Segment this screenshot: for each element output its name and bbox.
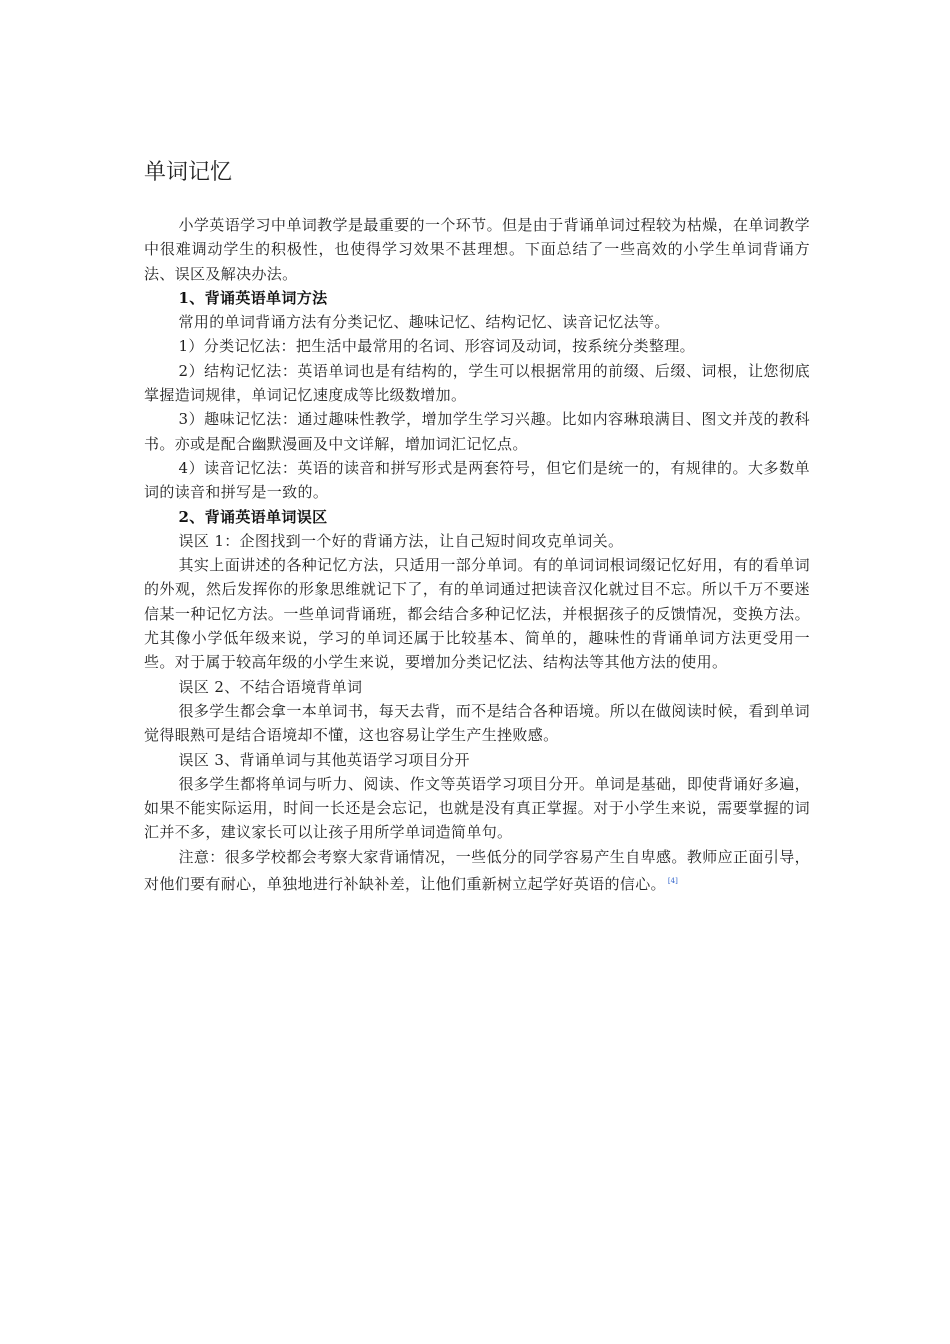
- body-paragraph: [144, 675, 810, 699]
- paragraph-text: 常用的单词背诵方法有分类记忆、趣味记忆、结构记忆、读音记忆法等。: [178, 313, 670, 332]
- body-paragraph: [144, 359, 810, 408]
- paragraph-text: 误区 1：企图找到一个好的背诵方法，让自己短时间攻克单词关。: [178, 531, 624, 550]
- paragraph-text: 误区 3、背诵单词与其他英语学习项目分开: [178, 750, 470, 769]
- document-body: [144, 213, 810, 896]
- body-paragraph: [144, 310, 810, 334]
- body-paragraph: [144, 845, 810, 897]
- body-paragraph: [144, 213, 810, 286]
- body-paragraph: [144, 334, 810, 358]
- body-paragraph: [144, 748, 810, 772]
- paragraph-text: 小学英语学习中单词教学是最重要的一个环节。但是由于背诵单词过程较为枯燥，在单词教学中很难调动学生的积极性，也使得学习效果不甚理想。下面总结了一些高效的小学生单词背诵方法、误区及解决办法。: [144, 216, 810, 283]
- body-paragraph: [144, 456, 810, 505]
- section-heading: [144, 286, 810, 310]
- paragraph-text: 1、背诵英语单词方法: [178, 288, 328, 307]
- paragraph-text: 误区 2、不结合语境背单词: [178, 677, 363, 696]
- paragraph-text: 很多学生都将单词与听力、阅读、作文等英语学习项目分开。单词是基础，即使背诵好多遍，如果不能实际运用，时间一长还是会忘记，也就是没有真正掌握。对于小学生来说，需要掌握的词汇并不多，建议家长可以让孩子用所学单词造简单句。: [144, 774, 810, 842]
- paragraph-text: 注意：很多学校都会考察大家背诵情况，一些低分的同学容易产生自卑感。教师应正面引导，对他们要有耐心，单独地进行补缺补差，让他们重新树立起学好英语的信心。: [144, 847, 810, 894]
- paragraph-text: 其实上面讲述的各种记忆方法，只适用一部分单词。有的单词词根词缀记忆好用，有的看单词的外观，然后发挥你的形象思维就记下了，有的单词通过把读音汉化就过目不忘。所以千万不要迷信某一种记忆方法。一些单词背诵班，都会结合多种记忆法，并根据孩子的反馈情况，变换方法。尤其像小学低年级来说，学习的单词还属于比较基本、简单的，趣味性的背诵单词方法更受用一些。对于属于较高年级的小学生来说，要增加分类记忆法、结构法等其他方法的使用。: [144, 556, 810, 672]
- paragraph-text: 2）结构记忆法：英语单词也是有结构的，学生可以根据常用的前缀、后缀、词根，让您彻底掌握造词规律，单词记忆速度成等比级数增加。: [144, 361, 810, 405]
- paragraph-text: 2、背诵英语单词误区: [178, 507, 328, 526]
- body-paragraph: [144, 553, 810, 674]
- section-heading: [144, 505, 810, 529]
- paragraph-text: 3）趣味记忆法：通过趣味性教学，增加学生学习兴趣。比如内容琳琅满目、图文并茂的教科书。亦或是配合幽默漫画及中文详解，增加词汇记忆点。: [144, 410, 810, 453]
- body-paragraph: [144, 529, 810, 553]
- body-paragraph: [144, 407, 810, 456]
- paragraph-text: 4）读音记忆法：英语的读音和拼写形式是两套符号，但它们是统一的，有规律的。大多数单词的读音和拼写是一致的。: [144, 458, 810, 502]
- paragraph-text: 1）分类记忆法：把生活中最常用的名词、形容词及动词，按系统分类整理。: [178, 337, 695, 356]
- citation-link[interactable]: [4]: [667, 877, 678, 886]
- body-paragraph: [144, 699, 810, 748]
- body-paragraph: [144, 772, 810, 845]
- document-title: 单词记忆: [144, 160, 233, 185]
- paragraph-text: 很多学生都会拿一本单词书，每天去背，而不是结合各种语境。所以在做阅读时候，看到单词觉得眼熟可是结合语境却不懂，这也容易让学生产生挫败感。: [144, 701, 810, 745]
